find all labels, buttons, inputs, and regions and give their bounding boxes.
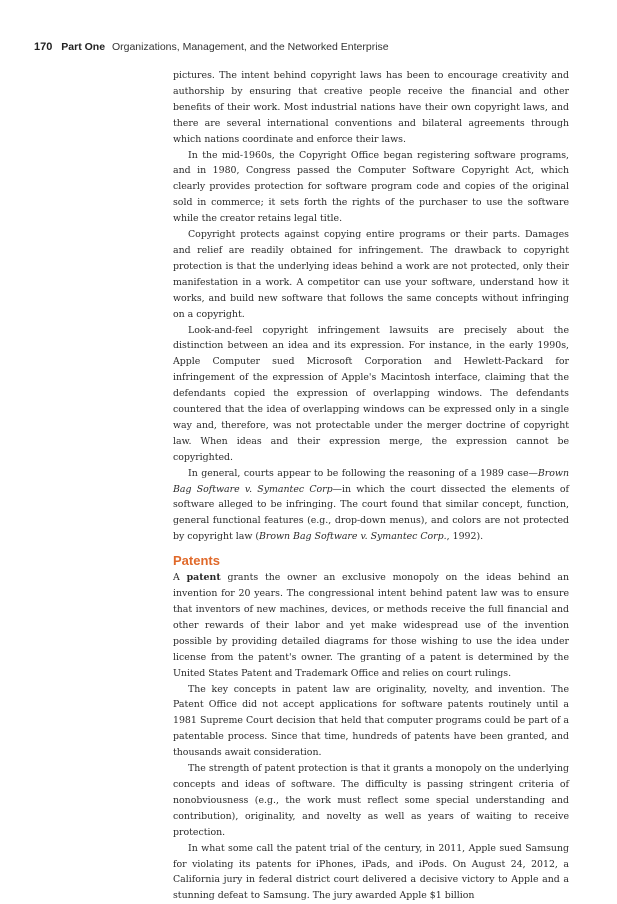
case-citation: Brown Bag Software v. Symantec Corp. <box>259 531 447 543</box>
section-heading-patents: Patents <box>173 553 220 569</box>
paragraph-patent-definition <box>173 570 569 681</box>
text-run: In general, courts appear to be following the reasoning of a 1989 case— <box>188 467 538 479</box>
running-header <box>34 41 594 53</box>
key-term: patent <box>186 572 221 584</box>
part-label: Part One <box>61 41 106 53</box>
page-number: 170 <box>34 41 53 53</box>
paragraph-software-registration: In the mid-1960s, the Copyright Office began registering software programs, and in 1980, Congress passed the Computer Software Copyright Act, which clearly provides protection for software program code and copies of the original sold in commerce; it sets forth the rights of the purchaser to use the software while the creator retains legal title. <box>173 149 569 225</box>
part-title: Organizations, Management, and the Networked Enterprise <box>111 41 389 53</box>
paragraph-key-concepts: The key concepts in patent law are originality, novelty, and invention. The Patent Office did not accept applications for software patents routinely until a 1981 Supreme Court decision that held that computer programs could be part of a patentable process. Since that time, hundreds of patents have been granted, and thousands await consideration. <box>173 683 569 759</box>
paragraph-patent-strength: The strength of patent protection is that it grants a monopoly on the underlying concepts and ideas of software. The difficulty is passing stringent criteria of nonobviousness (e.g., the work must reflect some special understanding and contribution), originality, and novelty as well as years of waiting to receive protection. <box>173 763 569 838</box>
paragraph-continuation: pictures. The intent behind copyright laws has been to encourage creativity and authorship by ensuring that creative people receive the financial and other benefits of their work. Most industrial nations have their own copyright laws, and there are several international conventions and bilateral agreements through which nations coordinate and enforce their laws. <box>173 70 569 145</box>
text-run: grants the owner an exclusive monopoly on the ideas behind an invention for 20 years. The congressional intent behind patent law was to ensure that inventors of new machines, devices, or methods receive the full financial and other rewards of their labor and yet make widespread use of the invention possible by providing detailed diagrams for those wishing to use the idea under license from the patent's owner. The granting of a patent is determined by the United States Patent and Trademark Office and relies on court rulings. <box>173 572 569 679</box>
case-citation: Brown Bag Software v. Symantec Corp <box>173 467 569 495</box>
text-run: , 1992). <box>446 531 484 543</box>
paragraph-brown-bag <box>173 466 569 546</box>
body-text <box>173 68 569 904</box>
text-run: —in which the court dissected the elements of software alleged to be infringing. The court found that similar concept, function, general functional features (e.g., drop-down menus), and colors are not protected by copyright law ( <box>173 483 569 543</box>
paragraph-apple-samsung: In what some call the patent trial of the century, in 2011, Apple sued Samsung for violating its patents for iPhones, iPads, and iPods. On August 24, 2012, a California jury in federal district court delivered a decisive victory to Apple and a stunning defeat to Samsung. The jury awarded Apple $1 billion <box>173 842 569 902</box>
paragraph-copyright-protection: Copyright protects against copying entire programs or their parts. Damages and relief are readily obtained for infringement. The drawback to copyright protection is that the underlying ideas behind a work are not protected, only their manifestation in a work. A competitor can use your software, understand how it works, and build new software that follows the same concepts without infringing on a copyright. <box>173 229 569 320</box>
paragraph-look-and-feel: Look-and-feel copyright infringement lawsuits are precisely about the distinction between an idea and its expression. For instance, in the early 1990s, Apple Computer sued Microsoft Corporation and Hewlett-Packard for infringement of the expression of Apple's Macintosh interface, claiming that the defendants copied the expression of overlapping windows. The defendants countered that the idea of overlapping windows can be expressed only in a single way and, therefore, was not protectable under the merger doctrine of copyright law. When ideas and their expression merge, the expression cannot be copyrighted. <box>173 324 569 463</box>
text-run: A <box>173 572 187 584</box>
